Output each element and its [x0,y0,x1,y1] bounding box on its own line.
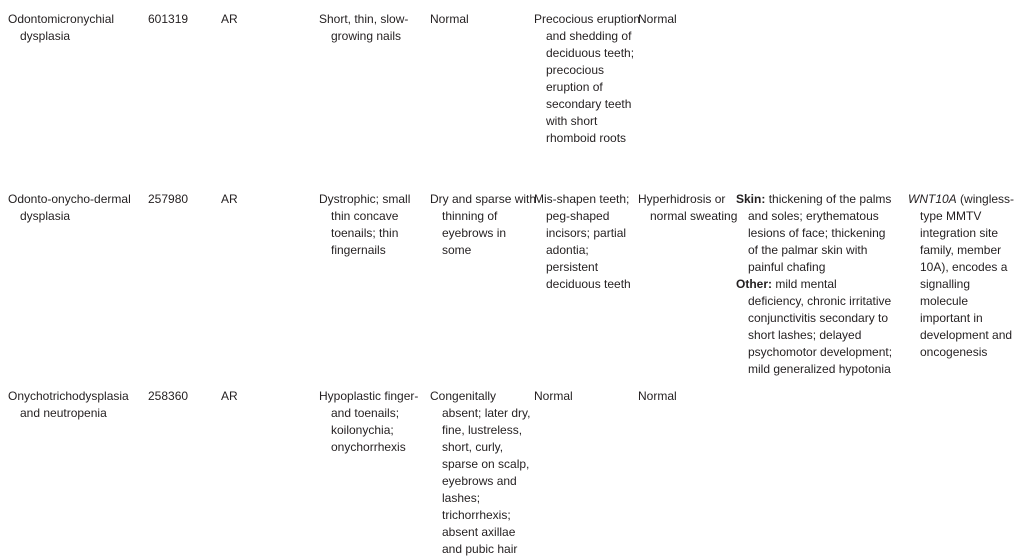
nails-finding: Hypoplastic finger- and toenails; koilonychia; onychorrhexis [319,389,419,454]
hair-finding: Dry and sparse with thinning of eyebrows in some [430,192,537,257]
condition-name: Onychotrichodysplasia and neutropenia [8,389,129,420]
sweating-finding: Normal [638,12,677,26]
omim-number: 257980 [148,192,189,206]
inheritance: AR [221,12,238,26]
condition-name: Odonto-onycho-dermal dysplasia [8,192,131,223]
condition-name: Odontomicronychial dysplasia [8,12,115,43]
teeth-finding: Precocious eruption and shedding of deciduous teeth; precocious eruption of secondary teeth with short rhomboid roots [534,12,641,145]
sweating-finding: Hyperhidrosis or normal sweating [638,192,738,223]
inheritance: AR [221,192,238,206]
other-findings [736,191,893,378]
other-label: Other: [736,277,772,291]
other-text: mild mental deficiency, chronic irritative conjunctivitis secondary to short lashes; delayed psychomotor development; mild generalized hypotonia [748,277,893,376]
gene-name: WNT10A [908,192,957,206]
nails-finding: Dystrophic; small thin concave toenails; thin fingernails [319,192,411,257]
omim-number: 258360 [148,389,189,403]
omim-number: 601319 [148,12,189,26]
skin-text: thickening of the palms and soles; erythematous lesions of face; thickening of the palmar skin with painful chafing [748,192,892,274]
hair-finding: Congenitally absent; later dry, fine, lustreless, short, curly, sparse on scalp, eyebrows and lashes; trichorrhexis; absent axillae and pubic hair [430,389,531,556]
sweating-finding: Normal [638,389,677,403]
teeth-finding: Normal [534,389,573,403]
skin-findings [736,191,893,276]
inheritance: AR [221,389,238,403]
other-findings-paragraph [736,276,893,378]
hair-finding: Normal [430,12,469,26]
nails-finding: Short, thin, slow-growing nails [319,12,409,43]
skin-label: Skin: [736,192,766,206]
gene-description: (wingless-type MMTV integration site family, member 10A), encodes a signalling molecule important in development and oncogenesis [920,192,1015,359]
teeth-finding: Mis-shapen teeth; peg-shaped incisors; partial adontia; persistent deciduous teeth [534,192,631,291]
gene-info [908,191,1016,361]
